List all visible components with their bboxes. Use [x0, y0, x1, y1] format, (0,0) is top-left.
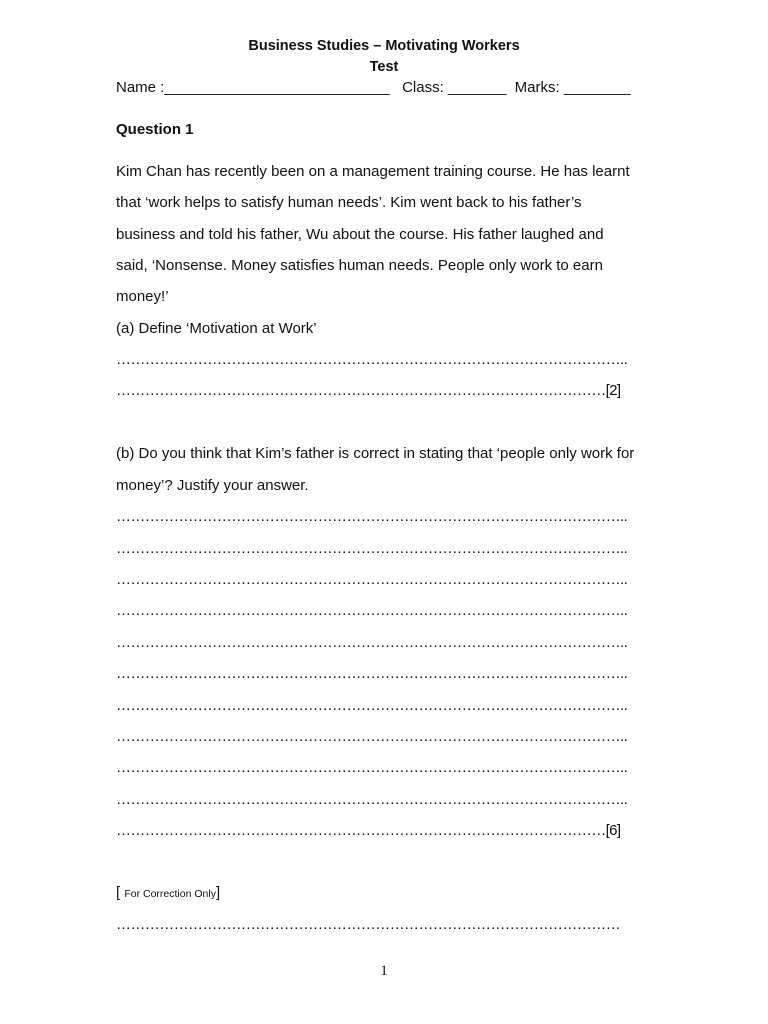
- answer-line: ……………………………………………………………………………………………..: [116, 540, 628, 557]
- paragraph-line: business and told his father, Wu about the course. His father laughed and: [116, 226, 604, 243]
- correction-text: For Correction Only: [124, 888, 216, 900]
- page-subtitle: Test: [369, 59, 399, 75]
- answer-line: ……………………………………………………………………………………………..: [116, 602, 628, 619]
- correction-label: [116, 884, 220, 903]
- student-fields-line: Name :___________________________ Class: _______ Marks: ________: [116, 79, 631, 96]
- page-number: 1: [380, 963, 388, 979]
- paragraph-line: said, ‘Nonsense. Money satisfies human needs. People only work to earn: [116, 257, 603, 274]
- answer-line: ……………………………………………………………………………………………..: [116, 351, 628, 368]
- answer-line: ……………………………………………………………………………………………..: [116, 508, 628, 525]
- correction-line: ……………………………………………………………………………………………: [116, 916, 621, 933]
- answer-line: ……………………………………………………………………………………………..: [116, 665, 628, 682]
- paragraph-line: money!’: [116, 288, 169, 305]
- answer-line: ……………………………………………………………………………………………..: [116, 728, 628, 745]
- answer-line: ……………………………………………………………………………………………..: [116, 791, 628, 808]
- part-b-prompt: (b) Do you think that Kim’s father is correct in stating that ‘people only work for: [116, 445, 635, 462]
- answer-line-with-marks: …………………………………………………………………………………………[6]: [116, 822, 621, 839]
- answer-line: ……………………………………………………………………………………………..: [116, 571, 628, 588]
- bracket-open: [: [116, 884, 121, 901]
- answer-line: ……………………………………………………………………………………………..: [116, 634, 628, 651]
- paragraph-line: that ‘work helps to satisfy human needs’. Kim went back to his father’s: [116, 194, 582, 211]
- question-heading: Question 1: [116, 121, 194, 138]
- part-a-prompt: (a) Define ‘Motivation at Work’: [116, 320, 317, 337]
- answer-line: ……………………………………………………………………………………………..: [116, 697, 628, 714]
- answer-line-with-marks: …………………………………………………………………………………………[2]: [116, 382, 621, 399]
- bracket-close: ]: [215, 884, 221, 901]
- answer-line: ……………………………………………………………………………………………..: [116, 759, 628, 776]
- paragraph-line: Kim Chan has recently been on a management training course. He has learnt: [116, 163, 630, 180]
- page-title: Business Studies – Motivating Workers: [248, 38, 520, 54]
- part-b-prompt: money’? Justify your answer.: [116, 477, 309, 494]
